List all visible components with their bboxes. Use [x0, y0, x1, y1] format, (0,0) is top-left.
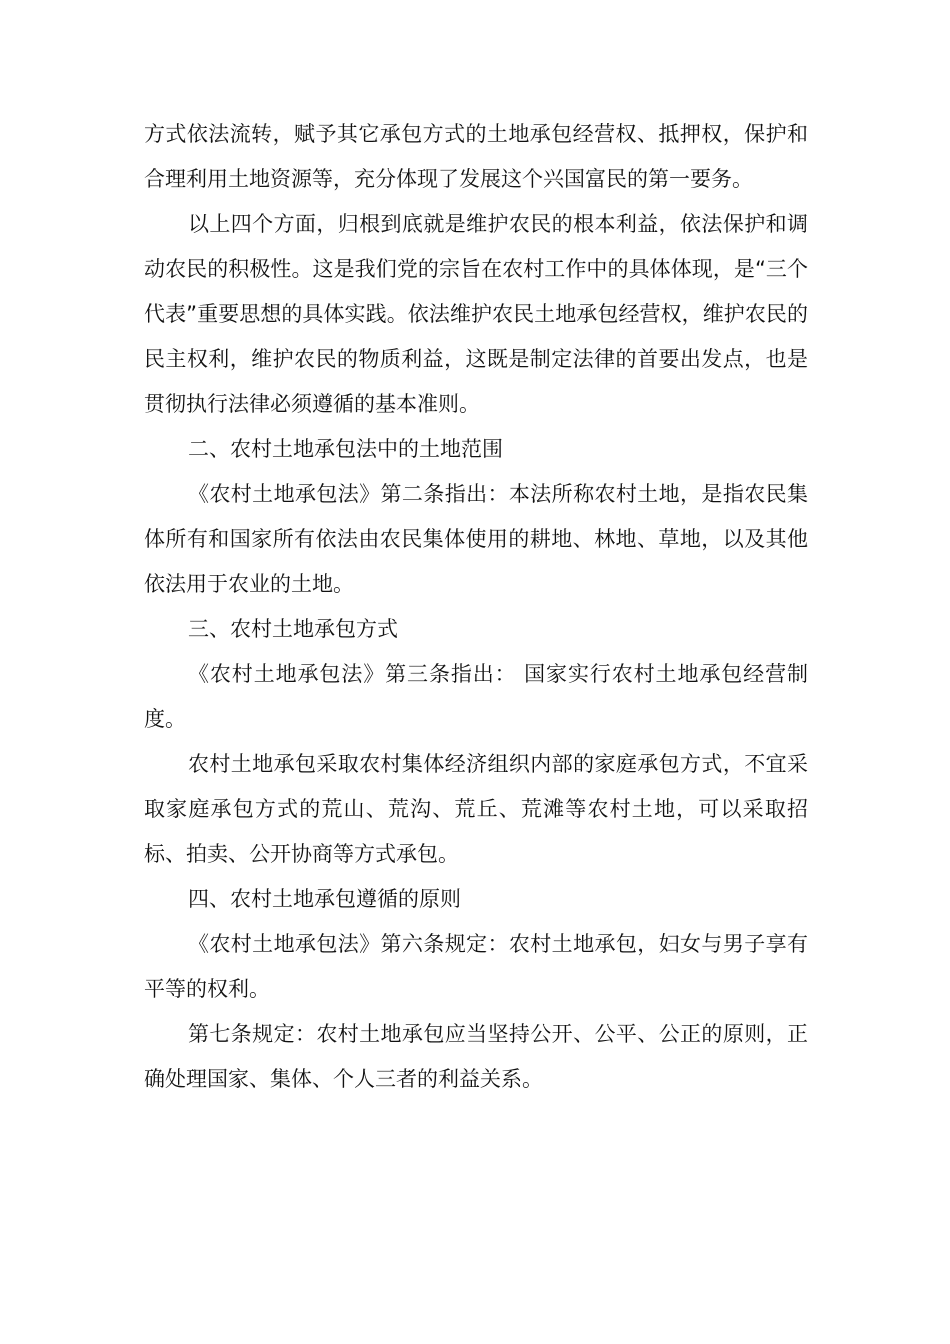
paragraph: 方式依法流转，赋予其它承包方式的土地承包经营权、抵押权，保护和合理利用土地资源等，充分体现了发展这个兴国富民的第一要务。 [144, 122, 808, 191]
paragraph: 《农村土地承包法》第三条指出： 国家实行农村土地承包经营制度。 [144, 662, 808, 731]
section-heading: 三、农村土地承包方式 [188, 617, 398, 641]
document-body [144, 112, 808, 1102]
paragraph: 《农村土地承包法》第二条指出：本法所称农村土地，是指农民集体所有和国家所有依法由农民集体使用的耕地、林地、草地，以及其他依法用于农业的土地。 [144, 482, 808, 596]
paragraph: 第七条规定：农村土地承包应当坚持公开、公平、公正的原则，正确处理国家、集体、个人三者的利益关系。 [144, 1022, 808, 1091]
paragraph: 以上四个方面，归根到底就是维护农民的根本利益，依法保护和调动农民的积极性。这是我们党的宗旨在农村工作中的具体体现，是“三个代表”重要思想的具体实践。依法维护农民土地承包经营权，维护农民的民主权利，维护农民的物质利益，这既是制定法律的首要出发点，也是贯彻执行法律必须遵循的基本准则。 [144, 212, 808, 416]
paragraph: 农村土地承包采取农村集体经济组织内部的家庭承包方式，不宜采取家庭承包方式的荒山、荒沟、荒丘、荒滩等农村土地，可以采取招标、拍卖、公开协商等方式承包。 [144, 752, 808, 866]
paragraph: 《农村土地承包法》第六条规定：农村土地承包，妇女与男子享有平等的权利。 [144, 932, 808, 1001]
section-heading: 四、农村土地承包遵循的原则 [188, 887, 461, 911]
section-heading: 二、农村土地承包法中的土地范围 [188, 437, 503, 461]
